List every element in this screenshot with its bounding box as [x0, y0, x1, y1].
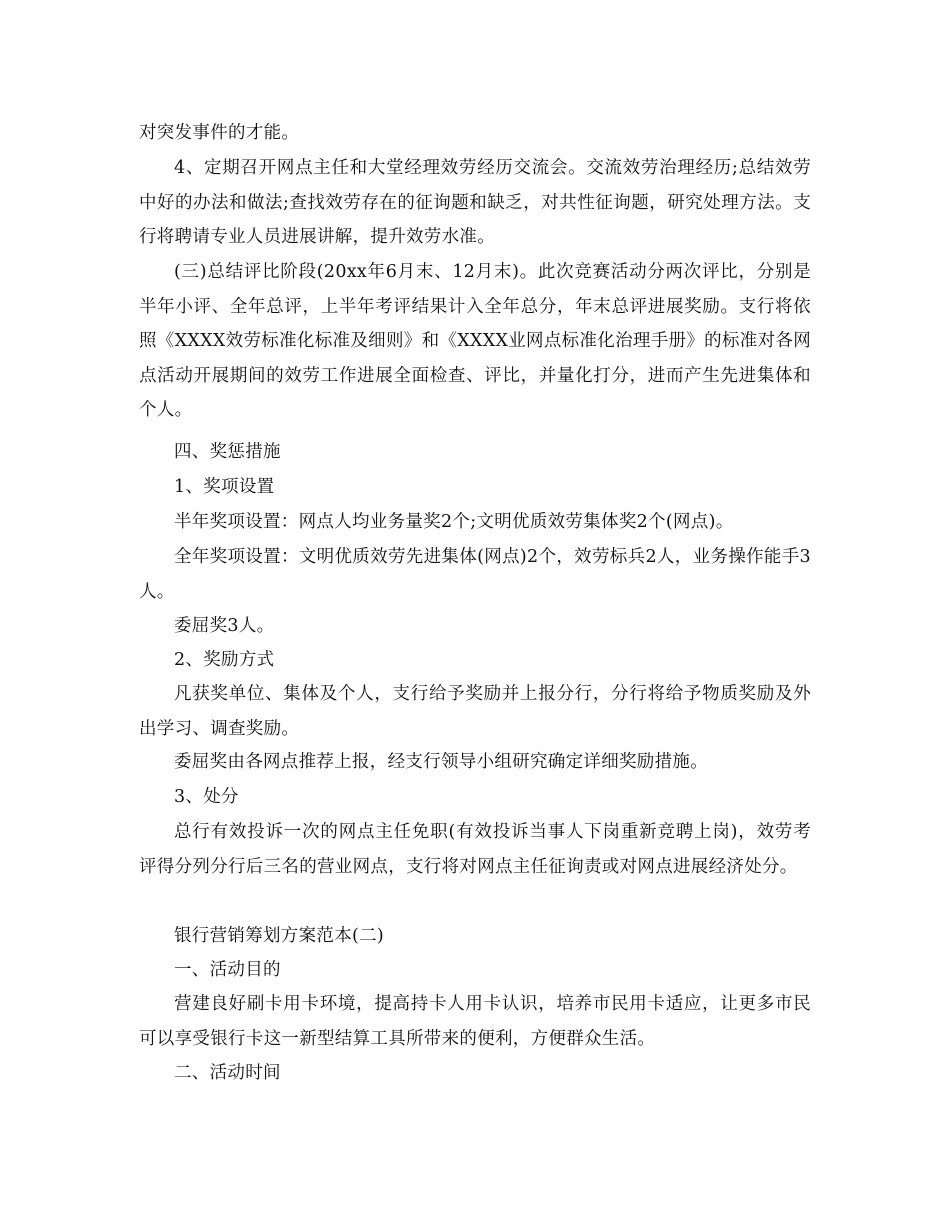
paragraph-item-4: 4、定期召开网点主任和大堂经理效劳经历交流会。交流效劳治理经历;总结效劳中好的办法和做法;查找效劳存在的征询题和缺乏，对共性征询题，研究处理方法。支行将聘请专业人员进展讲解，提升效劳水准。 — [139, 158, 811, 247]
paragraph-stage-3: (三)总结评比阶段(20xx年6月末、12月末)。此次竞赛活动分两次评比，分别是半年小评、全年总评，上半年考评结果计入全年总分，年末总评进展奖励。支行将依照《XXXX效劳标准化标准及细则》和《XXXX业网点标准化治理手册》的标准对各网点活动开展期间的效劳工作进展全面检查、评比，并量化打分，进而产生先进集体和个人。 — [139, 262, 811, 420]
paragraph-penalties: 总行有效投诉一次的网点主任免职(有效投诉当事人下岗重新竞聘上岗)，效劳考评得分列分行后三名的营业网点，支行将对网点主任征询责或对网点进展经济处分。 — [139, 822, 811, 877]
paragraph-reward-method: 凡获奖单位、集体及个人，支行给予奖励并上报分行，分行将给予物质奖励及外出学习、调查奖励。 — [139, 684, 811, 739]
paragraph-full-year-awards: 全年奖项设置：文明优质效劳先进集体(网点)2个，效劳标兵2人，业务操作能手3人。 — [139, 547, 811, 602]
paragraph-grievance-recommend: 委屈奖由各网点推荐上报，经支行领导小组研究确定详细奖励措施。 — [174, 752, 708, 772]
paragraph-continuation: 对突发事件的才能。 — [139, 123, 300, 143]
paragraph-half-year-awards: 半年奖项设置：网点人均业务量奖2个;文明优质效劳集体奖2个(网点)。 — [174, 512, 734, 532]
heading-activity-time: 二、活动时间 — [174, 1063, 281, 1083]
section-title-sample-2: 银行营销筹划方案范本(二) — [174, 926, 385, 946]
heading-reward-method: 2、奖励方式 — [174, 650, 275, 670]
paragraph-grievance-award: 委屈奖3人。 — [174, 616, 275, 636]
heading-activity-purpose: 一、活动目的 — [174, 960, 281, 980]
heading-rewards-penalties: 四、奖惩措施 — [174, 442, 281, 462]
heading-penalties: 3、处分 — [174, 787, 239, 807]
paragraph-activity-purpose: 营建良好刷卡用卡环境，提高持卡人用卡认识，培养市民用卡适应，让更多市民可以享受银行卡这一新型结算工具所带来的便利，方便群众生活。 — [139, 994, 811, 1049]
heading-award-setup: 1、奖项设置 — [174, 477, 275, 497]
